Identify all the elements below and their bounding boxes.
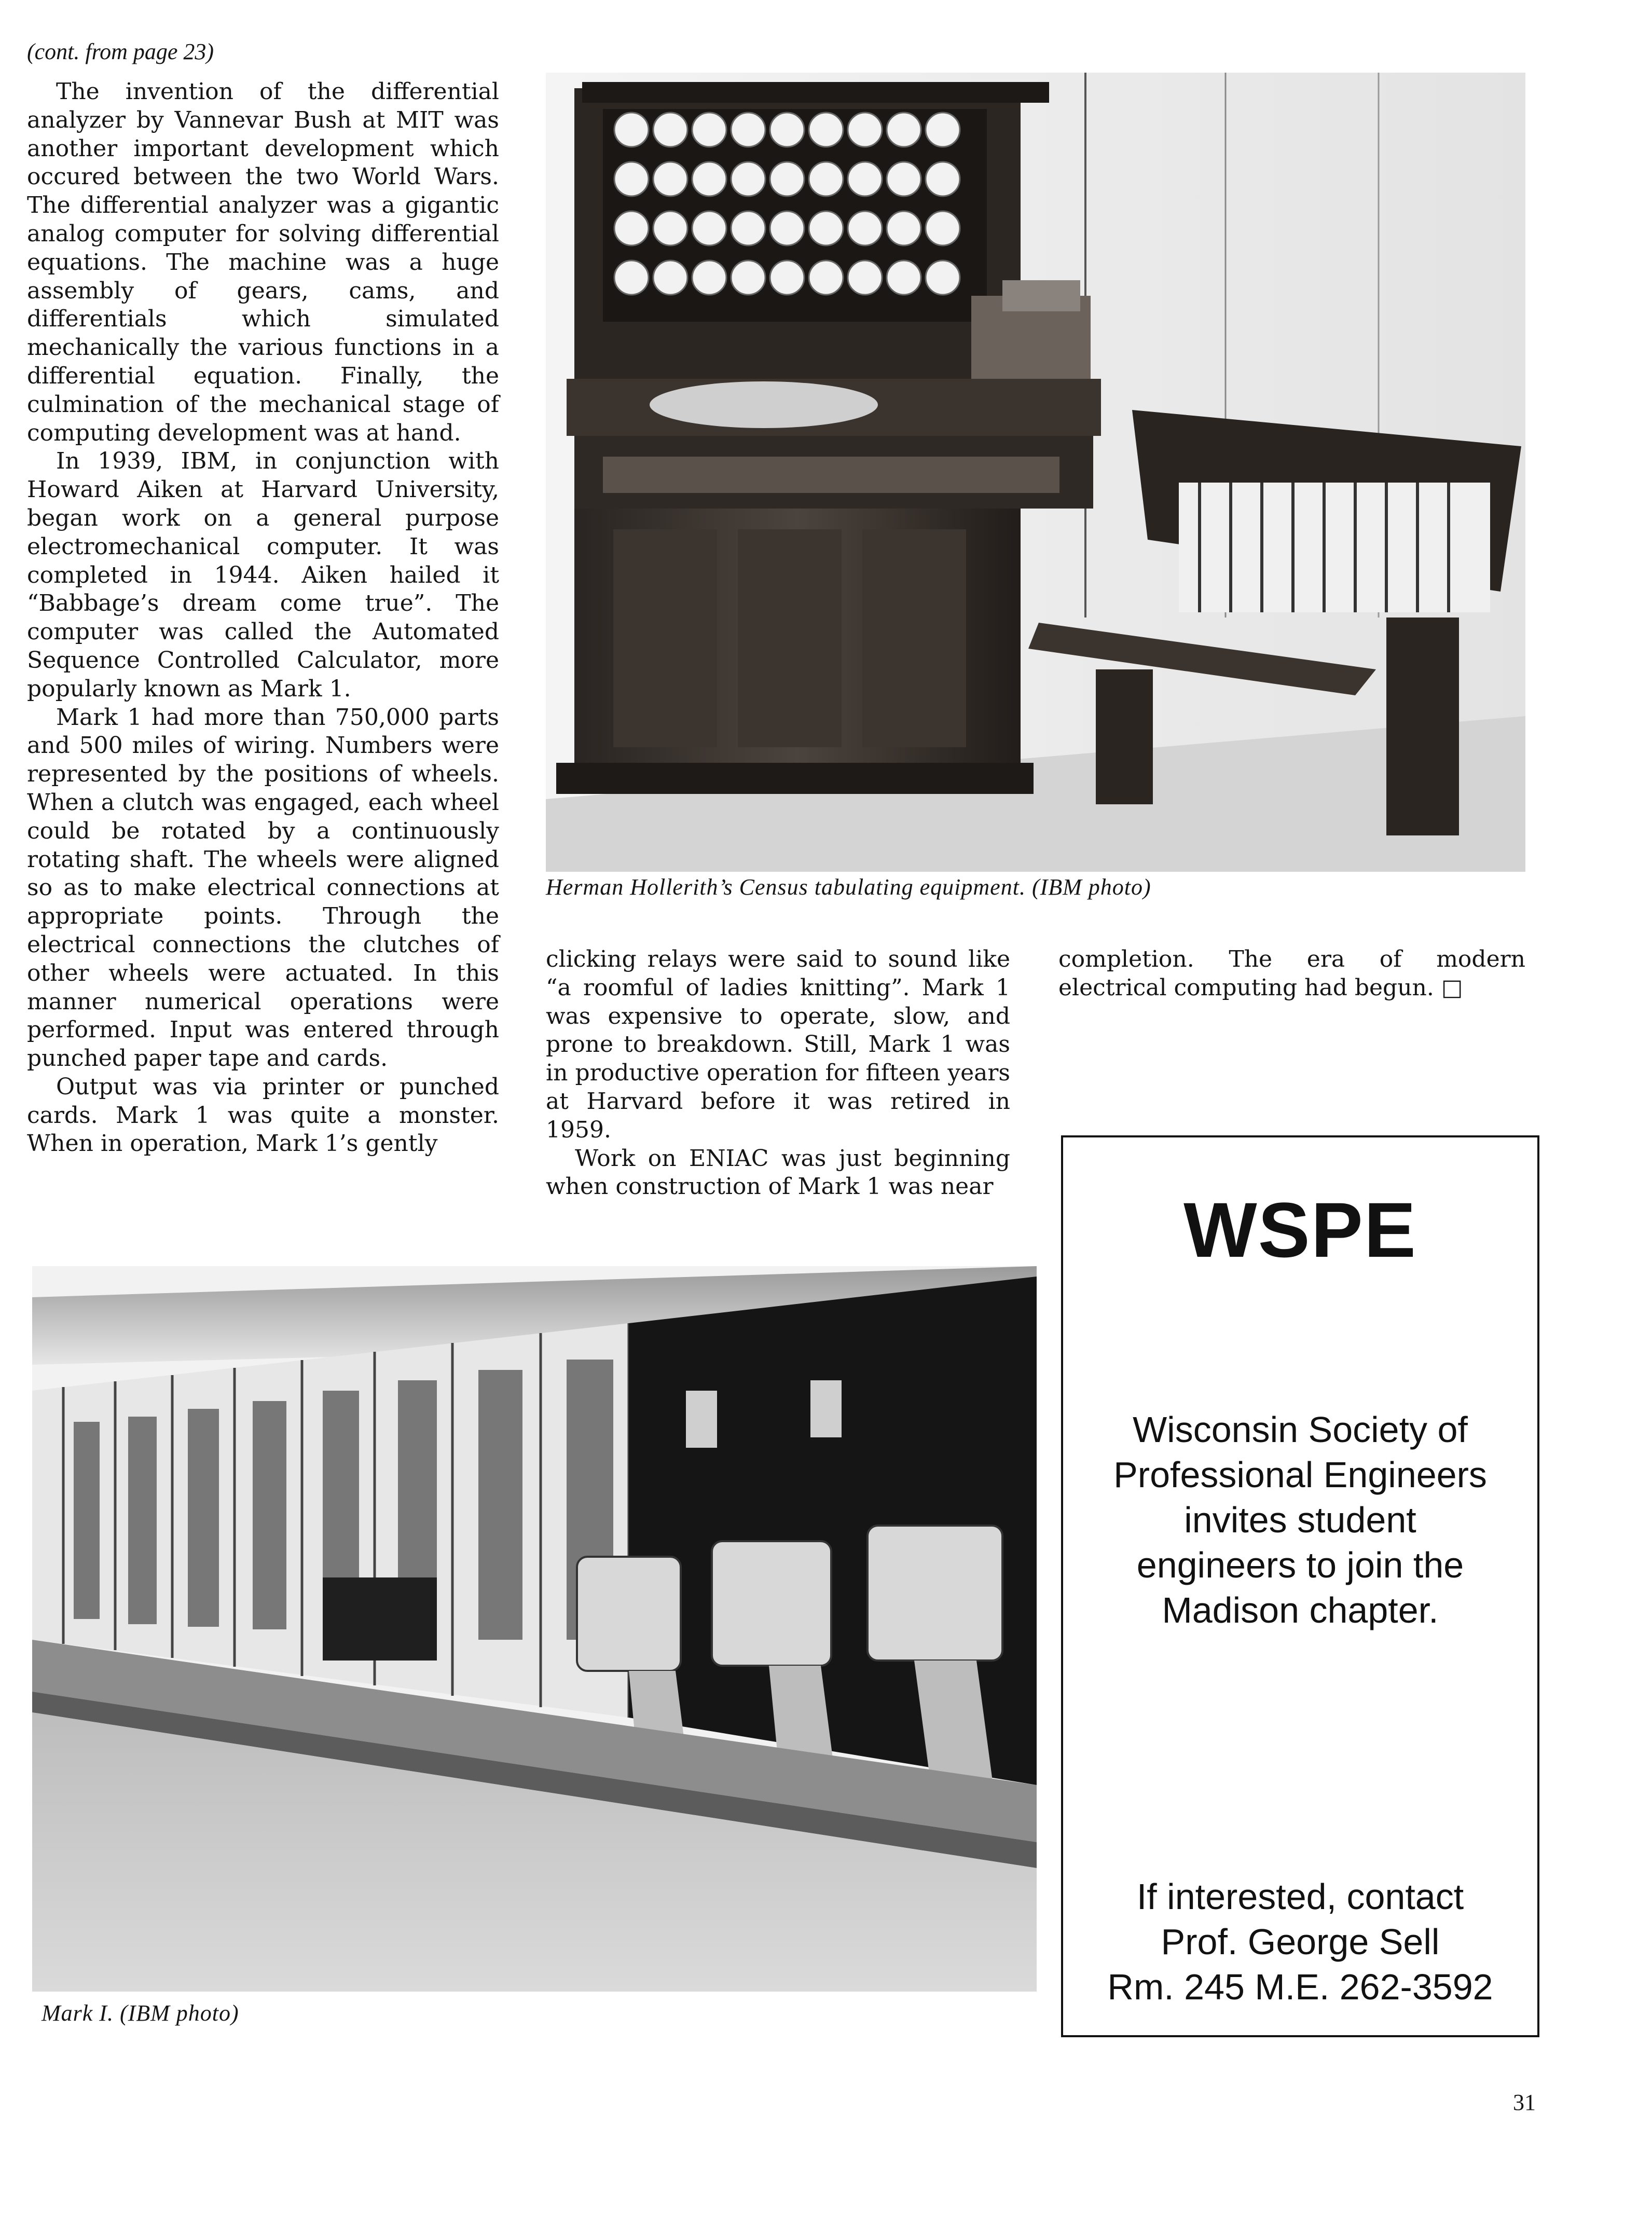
paragraph: completion. The era of modern electrical computing had begun. □ <box>1058 946 1525 1001</box>
paragraph: Mark 1 had more than 750,000 parts and 500 miles of wiring. Numbers were represented by the positions of wheels. When a clutch was engaged, each wheel could be rotated by a continuously rotating shaft. The wheels were aligned so as to make electrical connections at appropriate points. Through the electrical connections the clutches of other wheels were actuated. In this manner numerical operations were performed. Input was entered through punched paper tape and cards. <box>27 704 499 1072</box>
ad-body-line: invites student <box>1184 1500 1416 1540</box>
continuation-note: (cont. from page 23) <box>27 39 214 64</box>
paragraph: In 1939, IBM, in conjunction with Howard Aiken at Harvard University, began work on a general purpose electromechanical computer. It was completed in 1944. Aiken hailed it “Babbage’s dream come true”. The computer was called the Automated Sequence Controlled Calculator, more popularly known as Mark 1. <box>27 448 499 702</box>
ad-contact-line: Rm. 245 M.E. 262-3592 <box>1107 1967 1493 2007</box>
paragraph: Output was via printer or punched cards. Mark 1 was quite a monster. When in operation, Mark 1’s gently <box>27 1073 499 1157</box>
hollerith-photo-caption: Herman Hollerith’s Census tabulating equipment. (IBM photo) <box>546 874 1151 900</box>
ad-contact <box>1063 1874 1537 2010</box>
article-column-right <box>1058 945 1525 1003</box>
ad-body <box>1063 1407 1537 1633</box>
paragraph: The invention of the differential analyzer by Vannevar Bush at MIT was another important development which occured between the two World Wars. The differential analyzer was a gigantic analog computer for solving differential equations. The machine was a huge assembly of gears, cams, and differentials which simulated mechanically the various functions in a differential equation. Finally, the culmination of the mechanical stage of computing development was at hand. <box>27 78 499 446</box>
mark-i-photo <box>32 1266 1037 1992</box>
paragraph: Work on ENIAC was just beginning when construction of Mark 1 was near <box>546 1145 1010 1200</box>
ad-body-line: Wisconsin Society of <box>1133 1409 1468 1450</box>
mark-i-photo-caption: Mark I. (IBM photo) <box>42 2000 239 2026</box>
article-column-left <box>27 78 499 1158</box>
ad-body-line: engineers to join the <box>1136 1545 1464 1585</box>
ad-contact-line: Prof. George Sell <box>1161 1922 1440 1962</box>
paragraph: clicking relays were said to sound like “a roomful of ladies knitting”. Mark 1 was expensive to operate, slow, and prone to breakdown. Still, Mark 1 was in productive operation for fifteen years at Harvard before it was retired in 1959. <box>546 946 1010 1143</box>
ad-body-line: Professional Engineers <box>1113 1454 1487 1495</box>
wspe-advertisement <box>1061 1135 1539 2037</box>
hollerith-photo <box>546 73 1525 872</box>
ad-contact-line: If interested, contact <box>1136 1876 1464 1917</box>
article-column-middle <box>546 945 1010 1201</box>
ad-title: WSPE <box>1183 1186 1417 1273</box>
page-number: 31 <box>1513 2090 1536 2115</box>
ad-body-line: Madison chapter. <box>1162 1590 1439 1630</box>
